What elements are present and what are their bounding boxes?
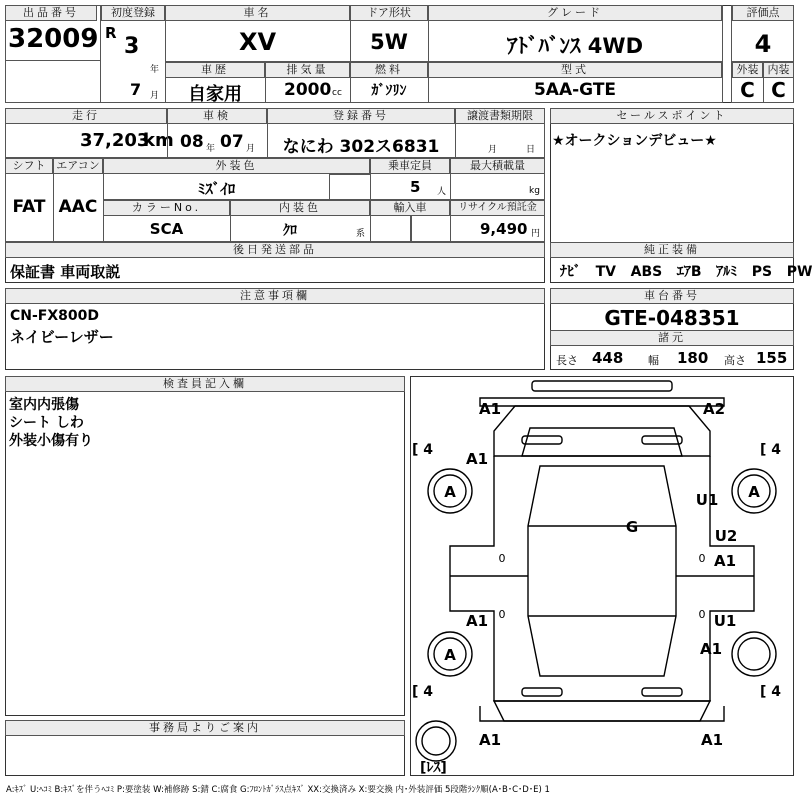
front-bumper-outline bbox=[480, 398, 724, 406]
header-grid-12 bbox=[763, 62, 794, 103]
door-right-front-bottom-code: A1 bbox=[713, 552, 737, 570]
car-diagram bbox=[410, 376, 794, 776]
capacity: 5 bbox=[410, 178, 421, 196]
roof-code: G bbox=[625, 518, 639, 536]
mileage-label: 走行 bbox=[5, 108, 167, 124]
equipment-item: TV bbox=[595, 264, 617, 280]
ac-label: エアコン bbox=[53, 158, 103, 174]
month-unit: 月 bbox=[150, 91, 160, 101]
year: 3 bbox=[124, 34, 140, 59]
int-color-unit: 系 bbox=[356, 229, 366, 239]
header-grid-4 bbox=[350, 5, 429, 62]
chassis-label: 車台番号 bbox=[550, 288, 794, 304]
sales-point-text: ★オークションデビュー★ bbox=[552, 133, 717, 149]
spec-grid-row1b bbox=[167, 108, 268, 158]
spec-grid-color-split bbox=[329, 174, 371, 200]
quarter-right-code: A1 bbox=[699, 640, 723, 658]
equipment-items bbox=[560, 261, 812, 281]
shift-label: シフト bbox=[5, 158, 53, 174]
tire-bracket-fl: [ 4 bbox=[412, 442, 434, 458]
score-label: 評価点 bbox=[732, 5, 794, 21]
exterior-label: 外装 bbox=[732, 62, 763, 78]
model: 5AA-GTE bbox=[533, 80, 617, 100]
notes-line-1: CN-FX800D bbox=[10, 308, 100, 324]
first-reg-label: 初度登録 bbox=[101, 5, 165, 21]
equipment-item: ﾅﾋﾞ bbox=[560, 264, 581, 280]
capacity-label: 乗車定員 bbox=[370, 158, 450, 174]
header-grid-lot bbox=[5, 5, 101, 61]
tire-bracket-fr: [ 4 bbox=[760, 442, 782, 458]
spec-grid-row1a bbox=[5, 108, 168, 158]
front-right-bumper-code: A2 bbox=[702, 400, 726, 418]
width-label: 幅 bbox=[648, 354, 659, 367]
model-label: 型式 bbox=[428, 62, 722, 78]
grade-label: グレード bbox=[428, 5, 722, 21]
fender-front-right-code: U1 bbox=[695, 491, 719, 509]
spare-tire-inner bbox=[422, 727, 450, 755]
header-grid-5 bbox=[428, 5, 723, 62]
history-label: 車歴 bbox=[165, 62, 265, 78]
mileage: 37,203 bbox=[80, 130, 150, 151]
header-grid-7 bbox=[165, 62, 266, 103]
load-unit: kg bbox=[529, 186, 540, 196]
ac: AAC bbox=[58, 197, 98, 217]
displacement: 2000 bbox=[284, 80, 332, 100]
fuel: ｶﾞｿﾘﾝ bbox=[371, 83, 407, 99]
wheel-front-left-code: A bbox=[444, 483, 456, 501]
inspection-month: 07 bbox=[220, 132, 244, 152]
door: 5W bbox=[370, 30, 408, 54]
spare-label: [ﾚｽ] bbox=[420, 760, 447, 776]
wheel-rear-left-code: A bbox=[444, 646, 456, 664]
color: ﾐｽﾞｲﾛ bbox=[197, 180, 236, 198]
grade: ｱﾄﾞﾊﾞﾝｽ 4WD bbox=[506, 34, 644, 58]
header-grid-9 bbox=[350, 62, 429, 103]
inspector-line-2: シート しわ bbox=[9, 415, 84, 431]
length: 448 bbox=[592, 349, 624, 367]
header-grid-3 bbox=[165, 5, 351, 62]
transfer-label: 譲渡書類期限 bbox=[455, 108, 545, 124]
int-color-label: 内装色 bbox=[230, 200, 370, 216]
header-grid-6 bbox=[731, 5, 794, 62]
lot-no: 32009 bbox=[8, 24, 99, 54]
notes-line-2: ネイビーレザー bbox=[10, 328, 114, 346]
length-label: 長さ bbox=[556, 354, 578, 367]
door-right-rear-code: U1 bbox=[713, 612, 737, 630]
spec-grid-imp-split bbox=[410, 215, 412, 242]
later-parts: 保証書 車両取説 bbox=[10, 263, 121, 281]
era: R bbox=[105, 24, 117, 42]
rear-bumper-outline bbox=[480, 706, 724, 721]
door-tick-fr: 0 bbox=[698, 552, 706, 565]
equipment-item: PW bbox=[786, 264, 812, 280]
inspection-year: 08 bbox=[180, 132, 204, 152]
fuel-label: 燃料 bbox=[350, 62, 428, 78]
car-name-label: 車名 bbox=[165, 5, 350, 21]
equipment-label: 純正装備 bbox=[550, 242, 794, 258]
inspection-year-unit: 年 bbox=[206, 144, 216, 154]
color-no-label: カラーNo. bbox=[103, 200, 230, 216]
windshield-outline bbox=[522, 428, 682, 456]
equipment-item: PS bbox=[751, 264, 773, 280]
plate-label: 登録番号 bbox=[267, 108, 455, 124]
shift: FAT bbox=[12, 197, 46, 217]
door-right-front-top-code: U2 bbox=[714, 527, 738, 545]
recycle: 9,490 bbox=[480, 220, 528, 238]
mileage-unit: km bbox=[143, 130, 174, 151]
spec-grid-ic bbox=[230, 199, 371, 242]
front-bar bbox=[532, 381, 672, 391]
width: 180 bbox=[677, 349, 709, 367]
rear-right-code: A1 bbox=[700, 731, 724, 749]
spec-grid-cap bbox=[370, 158, 451, 200]
load-label: 最大積載量 bbox=[450, 158, 545, 174]
equipment-item: ABS bbox=[630, 264, 663, 280]
spec-grid-cno bbox=[103, 199, 231, 242]
plate: なにわ 302ス6831 bbox=[282, 137, 440, 157]
notes-label: 注意事項欄 bbox=[5, 288, 545, 304]
spec-grid-row1c bbox=[267, 108, 456, 158]
int-color: ｸﾛ bbox=[283, 223, 297, 239]
fender-front-left-code: A1 bbox=[465, 450, 489, 468]
inspector-label: 検査員記入欄 bbox=[5, 376, 405, 392]
equipment-item: ｱﾙﾐ bbox=[716, 264, 738, 280]
tire-bracket-rr: [ 4 bbox=[760, 684, 782, 700]
spec-grid-shift bbox=[5, 158, 54, 242]
wheel-rear-right-inner bbox=[738, 638, 770, 670]
interior-label: 内装 bbox=[763, 62, 794, 78]
rear-left-code: A1 bbox=[478, 731, 502, 749]
capacity-unit: 人 bbox=[437, 187, 447, 197]
height: 155 bbox=[756, 349, 788, 367]
door-tick-rl: 0 bbox=[498, 608, 506, 621]
equipment-item: ｴｱB bbox=[676, 264, 702, 280]
lot-no-label: 出品番号 bbox=[5, 5, 97, 21]
header-grid-2 bbox=[100, 5, 166, 103]
door-tick-fl: 0 bbox=[498, 552, 506, 565]
color-no: SCA bbox=[149, 220, 184, 238]
transfer-month-unit: 月 bbox=[488, 145, 498, 155]
import-label: 輸入車 bbox=[370, 200, 450, 216]
door-label: ドア形状 bbox=[350, 5, 428, 21]
recycle-label: リサイクル預託金 bbox=[450, 200, 545, 216]
wheel-front-right-code: A bbox=[748, 483, 760, 501]
transfer-day-unit: 日 bbox=[526, 145, 536, 155]
chassis-number: GTE-048351 bbox=[604, 306, 740, 330]
sales-point-label: セールスポイント bbox=[550, 108, 794, 124]
color-label: 外装色 bbox=[103, 158, 370, 174]
dims-label: 諸元 bbox=[550, 330, 794, 346]
roof-outline bbox=[528, 466, 676, 676]
displacement-unit: cc bbox=[332, 88, 342, 98]
spec-grid-rec bbox=[450, 199, 545, 242]
header-grid-10 bbox=[428, 62, 723, 103]
recycle-unit: 円 bbox=[531, 229, 541, 239]
header-grid-11 bbox=[731, 62, 764, 103]
rear-lamp-right bbox=[642, 688, 682, 696]
tire-bracket-rl: [ 4 bbox=[412, 684, 434, 700]
exterior: C bbox=[740, 78, 755, 102]
score: 4 bbox=[754, 30, 772, 58]
inspection-month-unit: 月 bbox=[246, 144, 256, 154]
rear-lamp-left bbox=[522, 688, 562, 696]
office-label: 事務局よりご案内 bbox=[5, 720, 405, 736]
car-name: XV bbox=[238, 28, 277, 56]
spec-grid-load bbox=[450, 158, 545, 200]
hood-outline bbox=[494, 406, 710, 456]
later-parts-label: 後日発送部品 bbox=[5, 242, 545, 258]
rear-outline bbox=[494, 701, 710, 721]
inspection-label: 車検 bbox=[167, 108, 267, 124]
legend: A:ｷｽﾞ U:ﾍｺﾐ B:ｷｽﾞを伴うﾍｺﾐ P:要塗装 W:補修跡 S:錆 C:腐食 G:ﾌﾛﾝﾄｶﾞﾗｽ点ｷｽﾞ XX:交換済み X:要交換 内･外装評価 5段階ﾗﾝｸ順(A･B･C･D･E) 1 bbox=[6, 785, 550, 795]
year-unit: 年 bbox=[150, 65, 160, 75]
inspector-line-3: 外装小傷有り bbox=[9, 433, 93, 449]
spec-grid-ac bbox=[53, 158, 104, 242]
door-tick-rr: 0 bbox=[698, 608, 706, 621]
front-left-bumper-code: A1 bbox=[478, 400, 502, 418]
inspector-line-1: 室内内張傷 bbox=[9, 397, 79, 413]
interior: C bbox=[771, 78, 786, 102]
height-label: 高さ bbox=[724, 354, 746, 367]
header-grid-8 bbox=[265, 62, 351, 103]
history: 自家用 bbox=[188, 84, 242, 105]
spec-grid-row1d bbox=[455, 108, 545, 158]
displacement-label: 排気量 bbox=[265, 62, 350, 78]
month: 7 bbox=[130, 80, 142, 99]
door-left-rear-code: A1 bbox=[465, 612, 489, 630]
